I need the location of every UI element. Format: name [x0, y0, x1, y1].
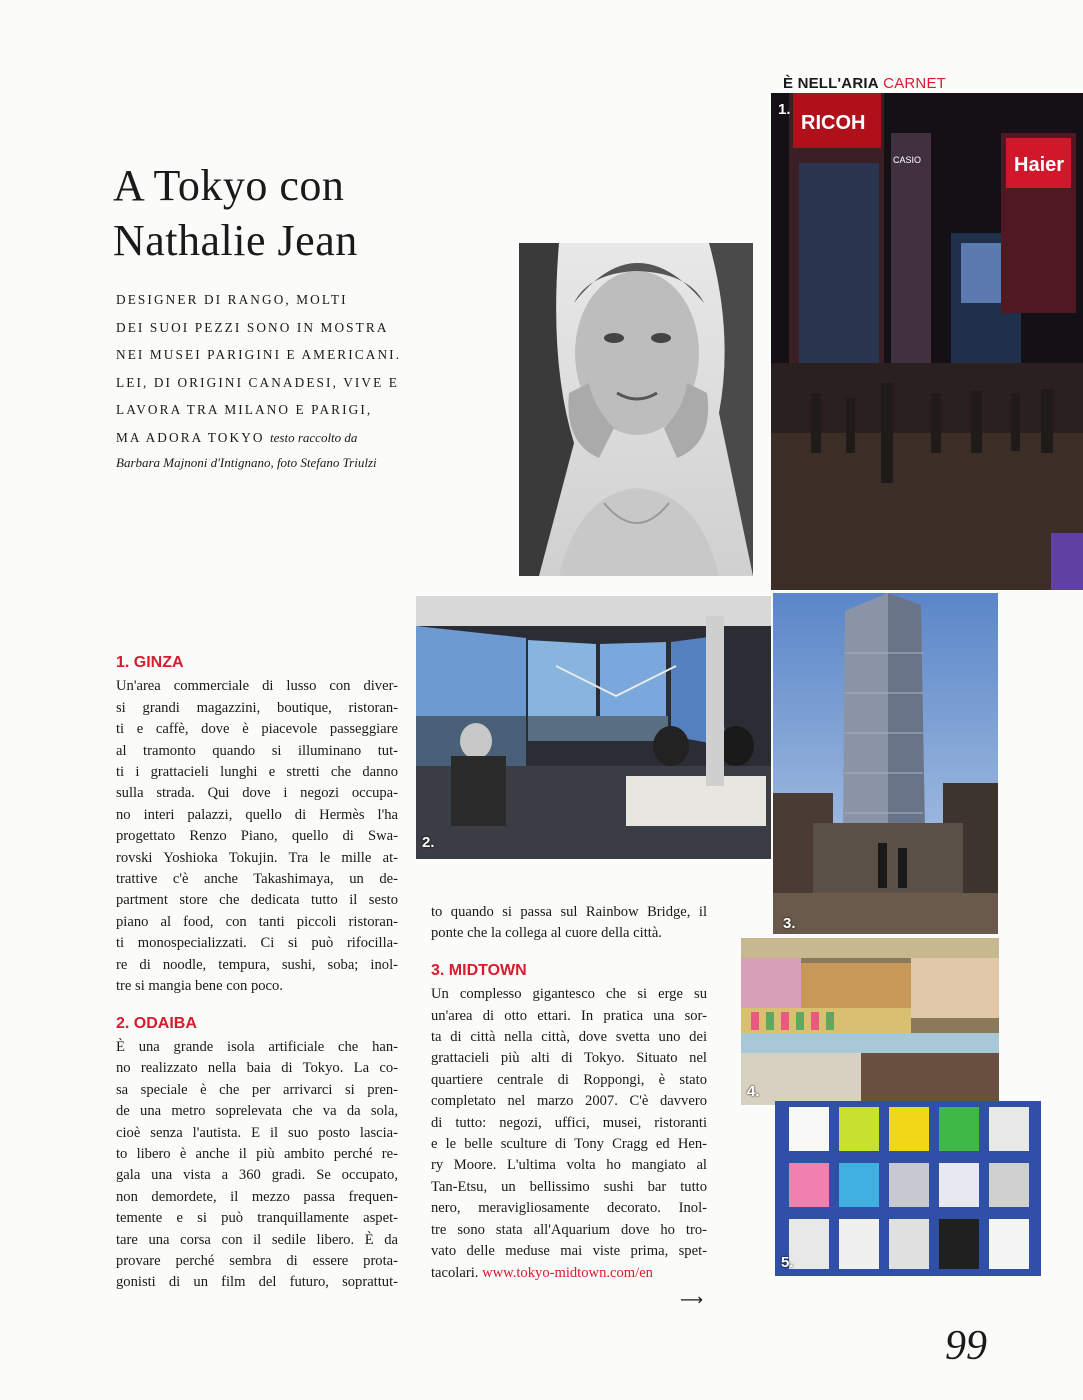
credit-intro: testo raccolto da [270, 429, 358, 445]
haier-sign: Haier [1014, 154, 1065, 176]
ginza-line: ti monospecializzati. Ci si può rifocilla- [116, 935, 398, 952]
odaiba-line: tare una corsa con il sedile libero. È da [116, 1231, 398, 1248]
photo-number-4: 4. [747, 1083, 760, 1100]
ginza-line: piano al food, con tanti piccoli ristoran- [116, 913, 398, 930]
intro-line: LAVORA TRA MILANO E PARIGI, [116, 402, 373, 417]
column-right [431, 902, 707, 1284]
odaiba-line: gala una vista a 360 gradi. Se occupato, [116, 1167, 398, 1184]
midtown-line: un'area di otto ettari. In pratica una sor- [431, 1007, 707, 1024]
midtown-line: e le belle sculture di Tony Cragg ed Hen- [431, 1136, 707, 1153]
photo-midtown [773, 593, 998, 934]
midtown-line: Un complesso gigantesco che si erge su [431, 986, 707, 1003]
ginza-line: al tramonto quando si illuminano tut- [116, 742, 398, 759]
section-tag [783, 75, 946, 92]
intro-line: NEI MUSEI PARIGINI E AMERICANI. [116, 347, 402, 362]
photo-scales [775, 1101, 1041, 1276]
ginza-line: ti e caffè, dove è piacevole passeggiare [116, 721, 398, 738]
odaiba-continued-line: ponte che la collega al cuore della città. [431, 925, 662, 942]
odaiba-line: provare perché sembra di essere prota- [116, 1252, 398, 1269]
photo-odaiba [416, 596, 771, 859]
odaiba-line: cioè senza l'autista. E il suo posto lascia- [116, 1124, 398, 1141]
odaiba-line: sa speciale è che per arrivarci si pren- [116, 1081, 398, 1098]
ginza-line: si grandi magazzini, boutique, ristoran- [116, 699, 398, 716]
intro-line-last [116, 424, 496, 452]
odaiba-continued-line: to quando si passa sul Rainbow Bridge, il [431, 904, 707, 920]
photo-number-5: 5. [781, 1254, 794, 1271]
scales-image [775, 1101, 1041, 1276]
midtown-line: ta di città nella città, dove svetta uno dei [431, 1029, 707, 1046]
photo-number-1: 1. [778, 101, 791, 118]
photo-credit: Barbara Majnoni d'Intignano, foto Stefano Triulzi [116, 455, 377, 470]
ginza-line: sulla strada. Qui dove i negozi occupa- [116, 785, 398, 802]
midtown-heading: 3. MIDTOWN [431, 961, 527, 979]
ginza-heading: 1. GINZA [116, 654, 184, 671]
odaiba-line: to libero è anche il più ambito perché re- [116, 1145, 398, 1162]
midtown-line: vato delle meduse mai viste prima, spet- [431, 1243, 707, 1260]
midtown-line: tre sono stata all'Aquarium dove ho tro- [431, 1221, 707, 1238]
intro-line: DESIGNER DI RANGO, MOLTI [116, 292, 348, 307]
page-number: 99 [945, 1323, 987, 1369]
continue-arrow-icon: ⟶ [680, 1290, 703, 1309]
photo-fabric-store [741, 938, 999, 1105]
ginza-line: ti i grattacieli lunghi e stretti che danno [116, 764, 398, 781]
midtown-line: grattacieli più alti di Tokyo. Situato nel [431, 1050, 707, 1067]
midtown-image [773, 593, 998, 934]
subsection-label: CARNET [883, 75, 947, 92]
ginza-line: Un'area commerciale di lusso con diver- [116, 678, 398, 695]
odaiba-line: de una metro soprelevata che va da sola, [116, 1103, 398, 1120]
midtown-line: di tutto: negozi, uffici, musei, ristoranti [431, 1114, 707, 1131]
ginza-line: progettato Renzo Piano, quello di Swa- [116, 828, 398, 845]
odaiba-line: gonisti di un film del futuro, soprattut- [116, 1274, 398, 1291]
midtown-line: completato nel marzo 2007. C'è davvero [431, 1093, 707, 1110]
midtown-website-link[interactable]: www.tokyo-midtown.com/en [482, 1264, 653, 1281]
intro-line: DEI SUOI PEZZI SONO IN MOSTRA [116, 319, 389, 335]
title-line-1: A Tokyo con [113, 161, 345, 210]
photo-number-3: 3. [783, 915, 796, 932]
midtown-last-line [431, 1263, 707, 1284]
intro-caps: MA ADORA TOKYO [116, 429, 265, 445]
ginza-line: partment store che dedicata tutto il sesto [116, 892, 398, 909]
ginza-line: no interi palazzi, quello di Hermès l'ha [116, 806, 398, 823]
section-label: È NELL'ARIA [783, 75, 879, 92]
fabric-store-image [741, 938, 999, 1105]
ricoh-sign: RICOH [801, 112, 866, 134]
photo-number-2: 2. [422, 834, 435, 851]
ginza-line: re di noodle, tempura, sushi, soba; inol- [116, 956, 398, 973]
odaiba-heading: 2. ODAIBA [116, 1014, 197, 1032]
portrait-photo [519, 243, 753, 576]
midtown-line: Tan-Etsu, un bellissimo sushi bar tutto [431, 1178, 707, 1195]
casio-sign: CASIO [893, 155, 922, 165]
odaiba-line: È una grande isola artificiale che han- [116, 1038, 398, 1055]
ginza-line: tre si mangia bene con poco. [116, 978, 283, 995]
ginza-image [771, 93, 1083, 590]
title-line-2: Nathalie Jean [113, 216, 358, 265]
intro-line: LEI, DI ORIGINI CANADESI, VIVE E [116, 374, 399, 390]
midtown-line: ry Moore. L'ultima volta ho mangiato al [431, 1157, 707, 1174]
midtown-line: quartiere centrale di Roppongi, è stato [431, 1071, 707, 1088]
photo-ginza [771, 93, 1083, 590]
odaiba-line: temente e si può tranquillamente aspet- [116, 1210, 398, 1227]
intro-block [116, 286, 496, 475]
column-left [116, 652, 398, 1294]
ginza-line: trattive c'è anche Takashimaya, un de- [116, 871, 398, 888]
ginza-line: rovski Yoshioka Tokujin. Tra le mille at- [116, 849, 398, 866]
midtown-last-prefix: tacolari. [431, 1264, 479, 1281]
odaiba-line: no realizzato nella baia di Tokyo. La co- [116, 1060, 398, 1077]
portrait-image [519, 243, 753, 576]
odaiba-image [416, 596, 771, 859]
midtown-line: nero, meravigliosamente decorato. Inol- [431, 1200, 707, 1217]
odaiba-line: non demordete, il mezzo passa frequen- [116, 1188, 398, 1205]
article-title [113, 158, 493, 268]
